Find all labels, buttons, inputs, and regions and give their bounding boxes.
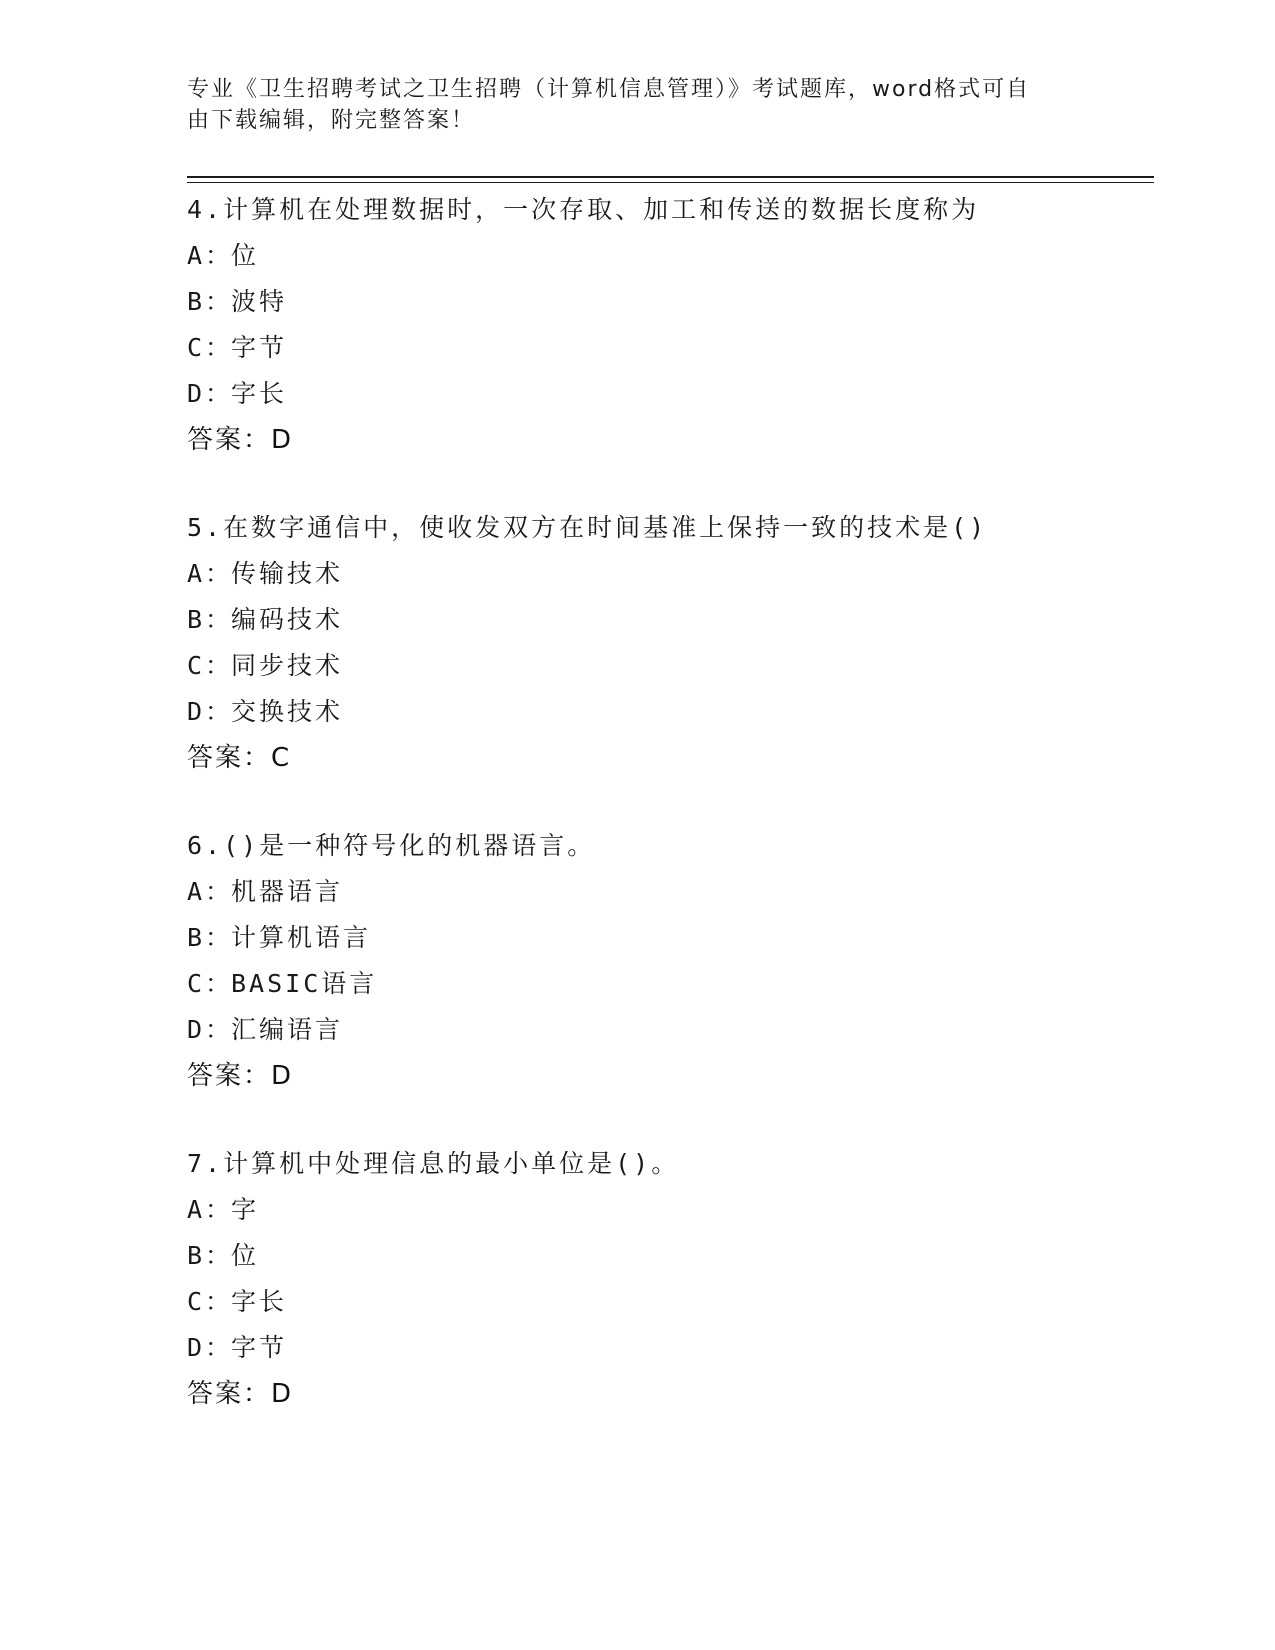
option-text: 位 xyxy=(231,241,260,270)
option-text: 位 xyxy=(231,1241,260,1270)
option-a xyxy=(187,551,1154,597)
answer-label: 答案： xyxy=(187,743,272,773)
option-letter: D： xyxy=(187,697,234,726)
option-c xyxy=(187,1279,1154,1325)
option-text: 字长 xyxy=(231,379,288,408)
option-letter: B： xyxy=(187,1241,234,1270)
answer-value: D xyxy=(271,425,294,455)
option-letter: C： xyxy=(187,1287,234,1316)
option-c xyxy=(187,961,1154,1007)
option-d xyxy=(187,371,1154,417)
option-a xyxy=(187,1187,1154,1233)
question-list xyxy=(187,187,1154,1459)
option-text: BASIC语言 xyxy=(231,969,378,998)
option-d xyxy=(187,1007,1154,1053)
answer-value: D xyxy=(271,1061,294,1091)
option-letter: D： xyxy=(187,1015,234,1044)
answer-line xyxy=(187,1371,1154,1417)
option-d xyxy=(187,1325,1154,1371)
option-text: 同步技术 xyxy=(231,651,344,680)
question-text: 6.()是一种符号化的机器语言。 xyxy=(187,831,596,860)
option-text: 交换技术 xyxy=(231,697,344,726)
option-c xyxy=(187,325,1154,371)
option-text: 波特 xyxy=(231,287,288,316)
option-b xyxy=(187,1233,1154,1279)
option-text: 汇编语言 xyxy=(231,1015,344,1044)
option-letter: B： xyxy=(187,923,234,952)
option-b xyxy=(187,597,1154,643)
answer-label: 答案： xyxy=(187,1061,272,1091)
option-letter: A： xyxy=(187,241,234,270)
option-b xyxy=(187,279,1154,325)
option-letter: A： xyxy=(187,559,234,588)
option-text: 传输技术 xyxy=(231,559,344,588)
question-text: 5.在数字通信中，使收发双方在时间基准上保持一致的技术是() xyxy=(187,513,988,542)
header-line-1: 专业《卫生招聘考试之卫生招聘（计算机信息管理）》考试题库，word格式可自 xyxy=(187,77,1031,102)
option-letter: A： xyxy=(187,877,234,906)
option-letter: C： xyxy=(187,969,234,998)
option-letter: C： xyxy=(187,333,234,362)
answer-label: 答案： xyxy=(187,425,272,455)
option-letter: C： xyxy=(187,651,234,680)
option-text: 字节 xyxy=(231,1333,288,1362)
question-item xyxy=(187,505,1154,781)
option-letter: B： xyxy=(187,287,234,316)
option-a xyxy=(187,233,1154,279)
option-text: 计算机语言 xyxy=(231,923,372,952)
option-text: 字 xyxy=(231,1195,260,1224)
answer-label: 答案： xyxy=(187,1379,272,1409)
question-text: 7.计算机中处理信息的最小单位是()。 xyxy=(187,1149,680,1178)
document-header xyxy=(187,74,1067,136)
header-divider-thick xyxy=(187,176,1154,178)
answer-value: D xyxy=(271,1379,294,1409)
answer-line xyxy=(187,1053,1154,1099)
header-line-2: 由下载编辑，附完整答案！ xyxy=(187,108,476,133)
question-item xyxy=(187,823,1154,1099)
answer-value: C xyxy=(271,743,292,773)
option-letter: A： xyxy=(187,1195,234,1224)
option-text: 编码技术 xyxy=(231,605,344,634)
option-a xyxy=(187,869,1154,915)
option-b xyxy=(187,915,1154,961)
option-letter: D： xyxy=(187,379,234,408)
option-letter: B： xyxy=(187,605,234,634)
option-text: 字节 xyxy=(231,333,288,362)
option-c xyxy=(187,643,1154,689)
answer-line xyxy=(187,735,1154,781)
question-item xyxy=(187,187,1154,463)
option-text: 机器语言 xyxy=(231,877,344,906)
answer-line xyxy=(187,417,1154,463)
question-text: 4.计算机在处理数据时，一次存取、加工和传送的数据长度称为 xyxy=(187,195,980,224)
option-text: 字长 xyxy=(231,1287,288,1316)
header-divider-thin xyxy=(187,182,1154,183)
question-item xyxy=(187,1141,1154,1417)
option-letter: D： xyxy=(187,1333,234,1362)
option-d xyxy=(187,689,1154,735)
